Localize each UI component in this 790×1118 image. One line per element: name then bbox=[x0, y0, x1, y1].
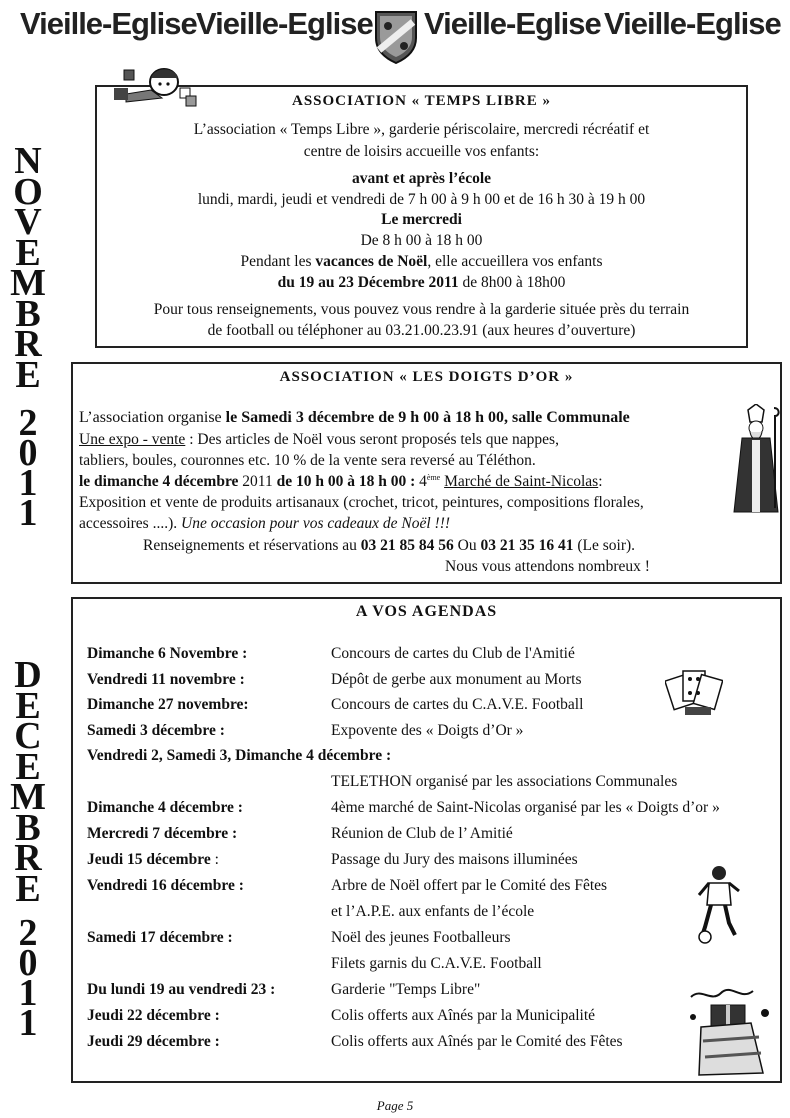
header-village-name: Vieille-Eglise bbox=[20, 6, 197, 41]
temps-libre-intro: L’association « Temps Libre », garderie périscolaire, mercredi récréatif et bbox=[193, 121, 650, 138]
agenda-date: Du lundi 19 au vendredi 23 : bbox=[87, 981, 276, 998]
wednesday-heading: Le mercredi bbox=[381, 211, 462, 228]
expo-vente-line: Une expo - vente : Des articles de Noël vous seront proposés tels que nappes, bbox=[79, 431, 559, 448]
agenda-event: 4ème marché de Saint-Nicolas organisé par les « Doigts d’or » bbox=[331, 799, 720, 816]
agenda-event: Colis offerts aux Aînés par la Municipalité bbox=[331, 1007, 596, 1024]
doigts-dor-title: ASSOCIATION « LES DOIGTS D’OR » bbox=[279, 369, 574, 385]
contact-line: de football ou téléphoner au 03.21.00.23.91 (aux heures d’ouverture) bbox=[207, 322, 636, 339]
temps-libre-title: ASSOCIATION « TEMPS LIBRE » bbox=[291, 93, 551, 109]
agenda-date: Samedi 17 décembre : bbox=[87, 929, 233, 946]
header-village-name: Vieille-Eglise bbox=[196, 6, 373, 41]
agenda-date: Mercredi 7 décembre : bbox=[87, 825, 238, 842]
agenda-event: Concours de cartes du C.A.V.E. Football bbox=[331, 696, 584, 713]
wednesday-hours: De 8 h 00 à 18 h 00 bbox=[360, 232, 483, 249]
expo-announcement: L’association organise le Samedi 3 décembre de 9 h 00 à 18 h 00, salle Communale bbox=[79, 409, 630, 426]
header-village-name: Vieille-Eglise bbox=[604, 6, 781, 41]
coat-of-arms-icon bbox=[371, 8, 421, 64]
agenda-date: Dimanche 6 Novembre : bbox=[87, 645, 248, 662]
marche-saint-nicolas-line: le dimanche 4 décembre 2011 de 10 h 00 à 18 h 00 : 4ème Marché de Saint-Nicolas: bbox=[79, 473, 603, 491]
agenda-event: et l’A.P.E. aux enfants de l’école bbox=[331, 903, 535, 920]
playing-cards-icon bbox=[665, 663, 723, 719]
holiday-dates: du 19 au 23 Décembre 2011 de 8h00 à 18h00 bbox=[277, 274, 566, 291]
agenda-event: Colis offerts aux Aînés par le Comité des Fêtes bbox=[331, 1033, 623, 1050]
agenda-date: Vendredi 2, Samedi 3, Dimanche 4 décembre : bbox=[87, 747, 392, 764]
marche-description: Exposition et vente de produits artisanaux (crochet, tricot, peintures, compositions florales, bbox=[79, 494, 644, 511]
temps-libre-box bbox=[95, 85, 748, 348]
closing-line: Nous vous attendons nombreux ! bbox=[445, 558, 650, 575]
page-header bbox=[0, 2, 790, 64]
agenda-event: Expovente des « Doigts d’Or » bbox=[331, 722, 524, 739]
agenda-event: Filets garnis du C.A.V.E. Football bbox=[331, 955, 542, 972]
agenda-date: Vendredi 16 décembre : bbox=[87, 877, 244, 894]
footballer-icon bbox=[695, 865, 743, 945]
agenda-date: Jeudi 15 décembre : bbox=[87, 851, 219, 868]
agenda-date: Dimanche 4 décembre : bbox=[87, 799, 243, 816]
agenda-date: Samedi 3 décembre : bbox=[87, 722, 225, 739]
agenda-event: TELETHON organisé par les associations Communales bbox=[331, 773, 678, 790]
agenda-date: Vendredi 11 novembre : bbox=[87, 671, 245, 688]
side-label-year-2011: 2 0 1 1 bbox=[18, 402, 38, 534]
side-label-year-2011: 2 0 1 1 bbox=[18, 912, 38, 1044]
christmas-gifts-icon bbox=[681, 983, 777, 1079]
agenda-event: Concours de cartes du Club de l'Amitié bbox=[331, 645, 575, 662]
doigts-dor-box bbox=[71, 362, 782, 584]
marche-description: accessoires ....). Une occasion pour vos cadeaux de Noël !!! bbox=[79, 515, 451, 532]
agenda-event: Dépôt de gerbe aux monument au Morts bbox=[331, 671, 582, 688]
side-label-november: N O V E M B R E bbox=[10, 140, 46, 396]
header-village-name: Vieille-Eglise bbox=[424, 6, 601, 41]
holiday-line: Pendant les vacances de Noël, elle accueillera vos enfants bbox=[240, 253, 603, 270]
school-heading: avant et après l’école bbox=[351, 170, 492, 187]
agenda-date: Jeudi 29 décembre : bbox=[87, 1033, 220, 1050]
agenda-event: Passage du Jury des maisons illuminées bbox=[331, 851, 578, 868]
reservations-line: Renseignements et réservations au 03 21 85 84 56 Ou 03 21 35 16 41 (Le soir). bbox=[143, 537, 636, 554]
agendas-box bbox=[71, 597, 782, 1083]
agenda-event: Noël des jeunes Footballeurs bbox=[331, 929, 511, 946]
page-number: Page 5 bbox=[376, 1098, 414, 1113]
side-label-december: D E C E M B R E bbox=[10, 654, 46, 910]
agenda-event: Arbre de Noël offert par le Comité des Fêtes bbox=[331, 877, 608, 894]
agenda-event: Réunion de Club de l’ Amitié bbox=[331, 825, 513, 842]
temps-libre-intro: centre de loisirs accueille vos enfants: bbox=[303, 143, 540, 160]
agendas-title: A VOS AGENDAS bbox=[355, 603, 498, 620]
expo-vente-line: tabliers, boules, couronnes etc. 10 % de la vente sera reversé au Téléthon. bbox=[79, 452, 536, 469]
agenda-date: Dimanche 27 novembre: bbox=[87, 696, 249, 713]
school-hours: lundi, mardi, jeudi et vendredi de 7 h 00 à 9 h 00 et de 16 h 30 à 19 h 00 bbox=[197, 191, 646, 208]
agenda-date: Jeudi 22 décembre : bbox=[87, 1007, 220, 1024]
contact-line: Pour tous renseignements, vous pouvez vous rendre à la garderie située près du terrain bbox=[153, 301, 690, 318]
agenda-event: Garderie "Temps Libre" bbox=[331, 981, 481, 998]
child-playing-icon bbox=[106, 62, 198, 108]
saint-nicolas-icon bbox=[730, 404, 782, 516]
